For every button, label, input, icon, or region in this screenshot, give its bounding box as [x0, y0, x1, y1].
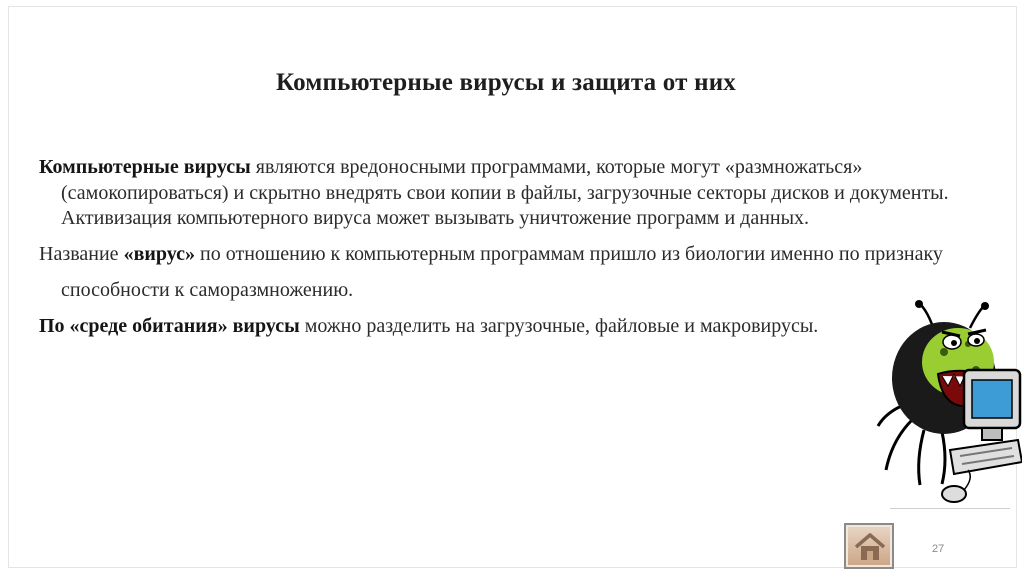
- home-button[interactable]: [844, 523, 894, 569]
- paragraph-classification: [39, 314, 989, 340]
- term-virus: «вирус»: [123, 242, 196, 265]
- paragraph-name-origin: [39, 242, 989, 268]
- paragraph-definition-text: являются вредоносными программами, которые могут «размножаться» (самокопироваться) и скрытно внедрять свои копии в файлы, загрузочные секторы дисков и документы. Активизация компьютерного вируса может вызывать уничтожение программ и данных.: [61, 156, 949, 229]
- paragraph-classification-text: можно разделить на загрузочные, файловые и макровирусы.: [299, 314, 819, 337]
- page-number: 27: [932, 543, 945, 555]
- paragraph-self-replication: способности к саморазмножению.: [61, 279, 354, 301]
- term-habitat: По «среде обитания» вирусы: [39, 314, 300, 337]
- home-icon: [853, 530, 887, 564]
- footer-divider: [890, 508, 1010, 509]
- virus-attacking-computer-icon: [872, 300, 1022, 510]
- slide-body: [39, 155, 989, 339]
- slide: [8, 6, 1017, 568]
- paragraph-definition: [39, 155, 989, 232]
- term-computer-viruses: Компьютерные вирусы: [39, 156, 251, 178]
- paragraph-name-origin-prefix: Название: [39, 242, 124, 265]
- slide-title: Компьютерные вирусы и защита от них: [275, 69, 736, 96]
- paragraph-name-origin-text: по отношению к компьютерным программам пришло из биологии именно по признаку: [195, 242, 943, 265]
